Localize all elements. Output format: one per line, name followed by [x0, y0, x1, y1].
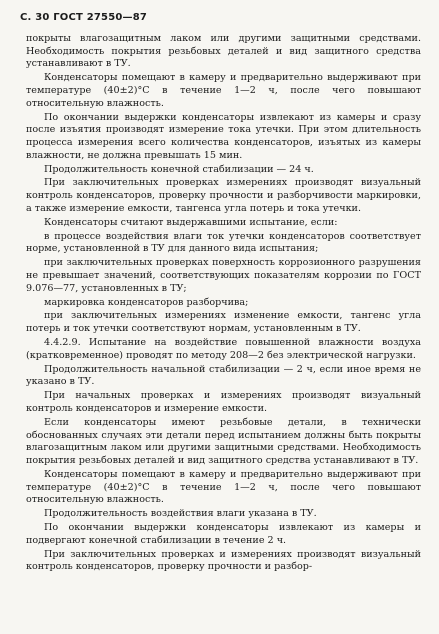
- paragraph: По окончании выдержки конденсаторы извлекают из камеры и подвергают конечной стабилизации в течение 2 ч.: [26, 522, 421, 546]
- paragraph: Конденсаторы помещают в камеру и предварительно выдерживают при температуре (40±2)°С в течение 1—2 ч, после чего повышают относительную влажность.: [26, 468, 421, 506]
- running-header: С. 30 ГОСТ 27550—87: [20, 12, 148, 23]
- paragraph: Если конденсаторы имеют резьбовые детали, в технически обоснованных случаях эти детали перед испытанием должны быть покрыты влагозащитным лаком или другими защитными средствами. Необходимость покрытия резьбовых деталей и вид защитного средства устанавливают в ТУ.: [26, 416, 421, 466]
- paragraph: При заключительных проверках измерениях производят визуальный контроль конденсаторов, проверку прочности и разборчивости маркировки, а также измерение емкости, тангенса угла потерь и тока утечки.: [26, 177, 421, 214]
- list-item: маркировка конденсаторов разборчива;: [44, 296, 249, 308]
- list-item: в процессе воздействия влаги ток утечки конденсаторов соответствует норме, установленной в ТУ для данного вида испытания;: [26, 230, 421, 255]
- paragraph: Конденсаторы считают выдержавшими испытание, если:: [44, 216, 338, 228]
- body-text: [26, 33, 421, 574]
- list-item: при заключительных измерениях изменение емкости, тангенс угла потерь и ток утечки соответствуют нормам, установленным в ТУ.: [26, 310, 421, 335]
- paragraph: При заключительных проверках и измерениях производят визуальный контроль конденсаторов, проверку прочности и разбор-: [26, 548, 421, 573]
- paragraph: Продолжительность конечной стабилизации — 24 ч.: [44, 163, 314, 175]
- section-paragraph: 4.4.2.9. Испытание на воздействие повышенной влажности воздуха (кратковременное) проводят по методу 208—2 без электрической нагрузки.: [26, 337, 421, 361]
- paragraph: По окончании выдержки конденсаторы извлекают из камеры и сразу после изъятия производят измерение тока утечки. При этом длительность процесса измерения всего количества конденсаторов, изъятых из камеры влажности, не должна превышать 15 мин.: [26, 111, 421, 161]
- paragraph-continuation: покрыты влагозащитным лаком или другими защитными средствами. Необходимость покрытия резьбовых деталей и вид защитного средства устанавливают в ТУ.: [26, 33, 421, 70]
- paragraph: Продолжительность воздействия влаги указана в ТУ.: [44, 508, 317, 520]
- paragraph: Конденсаторы помещают в камеру и предварительно выдерживают при температуре (40±2)°С в течение 1—2 ч, после чего повышают относительную влажность.: [26, 72, 421, 109]
- paragraph: При начальных проверках и измерениях производят визуальный контроль конденсаторов и измерение емкости.: [26, 390, 421, 414]
- paragraph: Продолжительность начальной стабилизации — 2 ч, если иное время не указано в ТУ.: [26, 363, 421, 388]
- list-item: при заключительных проверках поверхность коррозионного разрушения не превышает значений, соответствующих показателям коррозии по ГОСТ 9.076—77, установленных в ТУ;: [26, 257, 421, 294]
